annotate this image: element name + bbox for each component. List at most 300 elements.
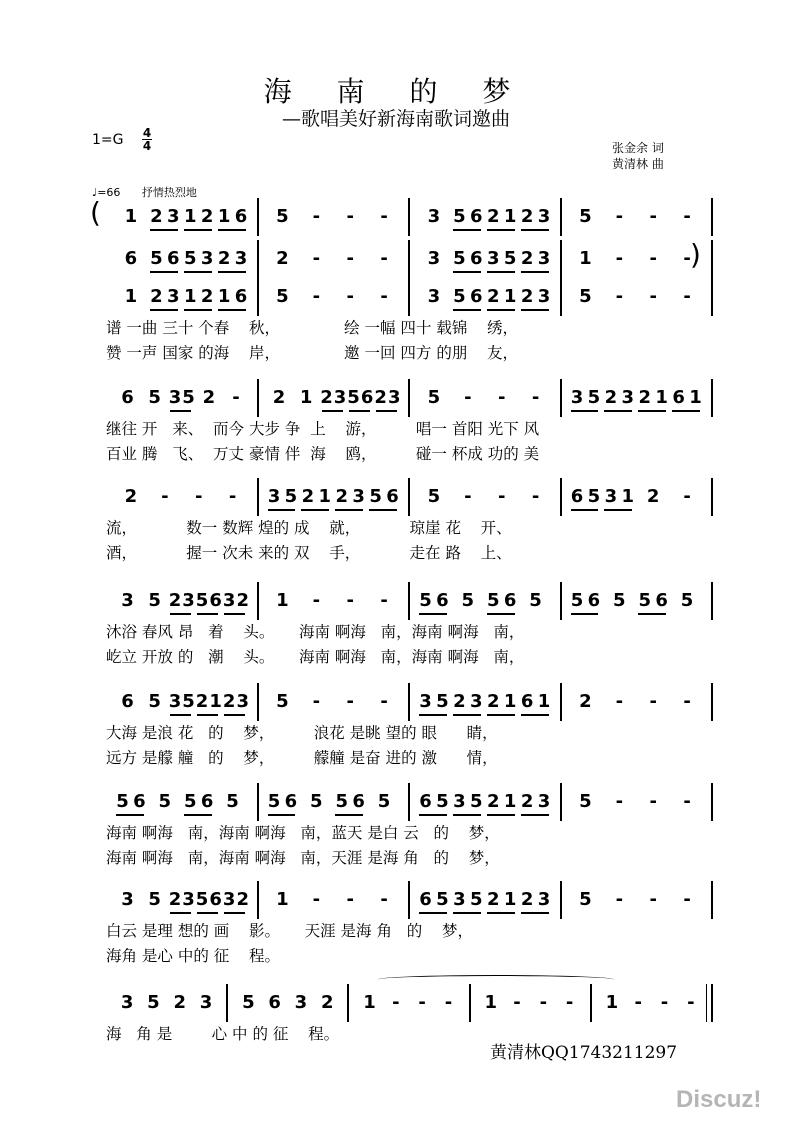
lyric-line: 海 角 是 心 中 的 征 程。: [106, 1025, 340, 1043]
underline-beam: [268, 814, 296, 816]
lyricist: 张金余 词: [612, 141, 664, 155]
note: 1: [503, 889, 517, 910]
note: 2: [150, 206, 163, 227]
note: 5: [150, 248, 163, 269]
note: 5: [267, 791, 281, 812]
note: 2: [486, 791, 500, 812]
dash-note: -: [346, 691, 354, 712]
note: 3: [427, 286, 441, 307]
underline-beam: [335, 509, 363, 511]
note: 2: [520, 248, 534, 269]
note: 2: [520, 206, 534, 227]
note: 5: [148, 889, 161, 910]
underline-beam: [521, 271, 549, 273]
note: 3: [199, 992, 213, 1013]
note: 2: [453, 691, 466, 712]
note: 6: [503, 590, 517, 611]
note: 3: [236, 691, 249, 712]
underline-beam: [521, 714, 549, 716]
note: 3: [604, 486, 618, 507]
note: 1: [621, 486, 635, 507]
dash-note: -: [346, 248, 354, 269]
subtitle: —歌唱美好新海南歌词邀曲: [281, 108, 510, 130]
note: 1: [209, 691, 222, 712]
note: 2: [320, 992, 334, 1013]
dash-note: -: [615, 691, 624, 712]
note: 1: [217, 286, 231, 307]
barline: [560, 379, 562, 417]
barline: [560, 198, 562, 236]
barline: [347, 984, 349, 1022]
note: 5: [486, 590, 500, 611]
note: 3: [453, 791, 466, 812]
note: 2: [301, 486, 315, 507]
note: 3: [427, 206, 441, 227]
barline: [408, 582, 410, 620]
barline: [469, 984, 471, 1022]
note: 1: [503, 286, 517, 307]
note: 5: [680, 590, 694, 611]
note: 5: [226, 791, 239, 812]
dash-note: -: [497, 486, 506, 507]
underline-beam: [419, 814, 447, 816]
note: 6: [419, 889, 432, 910]
underline-beam: [197, 613, 218, 615]
lyric-line: 继往 开 来、 而今 大步 争 上 游， 唱一 首阳 光下 风: [106, 420, 540, 438]
lyric-line: 赞 一声 国家 的海 岸， 邀 一回 四方 的朋 友，: [106, 344, 519, 362]
note: 5: [570, 590, 584, 611]
underline-beam: [487, 271, 515, 273]
underline-beam: [571, 509, 599, 511]
dash-note: -: [232, 387, 240, 408]
end-barline: [711, 881, 713, 919]
dash-note: -: [513, 992, 521, 1013]
dash-note: -: [312, 286, 321, 307]
note: 3: [333, 387, 347, 408]
underline-beam: [184, 309, 212, 311]
note: 5: [436, 691, 449, 712]
note: 3: [453, 889, 466, 910]
note: 5: [579, 791, 592, 812]
signature: 黄清林QQ1743211297: [490, 1043, 678, 1063]
expression-mark: 抒情热烈地: [141, 186, 197, 199]
note: 3: [294, 992, 308, 1013]
final-barline: [706, 984, 707, 1022]
note: 3: [168, 691, 182, 712]
end-barline: [711, 984, 713, 1022]
dash-note: -: [531, 486, 540, 507]
end-barline: [711, 379, 713, 417]
note: 3: [121, 590, 134, 611]
dash-note: -: [346, 206, 354, 227]
note: 1: [299, 387, 313, 408]
note: 3: [352, 486, 365, 507]
note: 1: [689, 387, 702, 408]
note: 2: [173, 992, 187, 1013]
underline-beam: [349, 410, 370, 412]
dash-note: -: [660, 992, 669, 1013]
note: 3: [182, 590, 195, 611]
underline-beam: [521, 814, 549, 816]
note: 2: [604, 387, 618, 408]
dash-note: -: [312, 691, 321, 712]
dash-note: -: [683, 286, 691, 307]
barline: [257, 582, 259, 620]
barline: [408, 881, 410, 919]
note: 6: [133, 791, 146, 812]
barline: [560, 783, 562, 821]
dash-note: -: [444, 992, 453, 1013]
end-barline: [711, 478, 713, 516]
note: 1: [276, 889, 289, 910]
note: 5: [276, 691, 289, 712]
note: 6: [268, 992, 281, 1013]
end-barline: [711, 582, 713, 620]
end-barline: [711, 683, 713, 721]
note: 6: [200, 791, 214, 812]
note: 3: [267, 486, 281, 507]
barline: [257, 198, 259, 236]
end-barline: [711, 198, 713, 236]
note: 5: [182, 691, 195, 712]
dash-note: -: [312, 590, 321, 611]
dash-note: -: [194, 486, 203, 507]
barline: [257, 881, 259, 919]
note: 5: [613, 590, 626, 611]
note: 3: [168, 387, 182, 408]
barline: [560, 582, 562, 620]
note: 2: [646, 486, 660, 507]
note: 2: [217, 248, 231, 269]
underline-beam: [453, 271, 481, 273]
dash-note: -: [464, 486, 472, 507]
note: 2: [520, 286, 534, 307]
note: 2: [202, 387, 216, 408]
underline-beam: [521, 229, 549, 231]
underline-beam: [218, 271, 246, 273]
underline-beam: [419, 714, 447, 716]
underline-beam: [150, 309, 178, 311]
note: 5: [503, 248, 517, 269]
barline: [257, 683, 259, 721]
note: 1: [124, 206, 138, 227]
note: 5: [158, 791, 172, 812]
note: 5: [182, 387, 195, 408]
dash-note: -: [615, 286, 624, 307]
underline-beam: [487, 912, 515, 914]
note: 3: [222, 590, 236, 611]
dash-note: -: [615, 791, 624, 812]
note: 6: [234, 206, 248, 227]
meter-top: 4: [142, 126, 152, 140]
note: 6: [209, 590, 222, 611]
dash-note: -: [539, 992, 548, 1013]
note: 1: [276, 590, 289, 611]
note: 3: [537, 206, 551, 227]
lyric-line: 白云 是理 想的 画 影。 天涯 是海 角 的 梦，: [106, 922, 473, 940]
note: 6: [520, 691, 534, 712]
note: 2: [272, 387, 286, 408]
dash-note: -: [649, 691, 657, 712]
lyric-line: 大海 是浪 花 的 梦， 浪花 是眺 望的 眼 睛，: [106, 724, 498, 742]
barline: [257, 278, 259, 316]
underline-beam: [453, 814, 481, 816]
lyric-line: 百业 腾 飞、 万丈 豪情 伴 海 鸥， 碰一 杯成 功的 美: [106, 445, 540, 463]
note: 2: [579, 691, 592, 712]
dash-note: -: [380, 286, 388, 307]
underline-beam: [376, 410, 397, 412]
credits: [612, 140, 664, 172]
underline-beam: [184, 271, 212, 273]
dash-note: -: [683, 889, 691, 910]
note: 2: [236, 889, 249, 910]
note: 2: [168, 590, 182, 611]
note: 5: [183, 791, 197, 812]
dash-note: -: [418, 992, 426, 1013]
note: 5: [242, 992, 255, 1013]
note: 6: [209, 889, 222, 910]
underline-beam: [184, 229, 212, 231]
underline-beam: [335, 814, 363, 816]
note: 2: [486, 691, 500, 712]
dash-note: -: [683, 791, 691, 812]
note: 3: [537, 791, 551, 812]
underline-beam: [170, 714, 191, 716]
underline-beam: [369, 509, 397, 511]
underline-beam: [150, 229, 178, 231]
note: 5: [529, 590, 542, 611]
barline: [560, 881, 562, 919]
underline-beam: [224, 912, 245, 914]
note: 6: [570, 486, 584, 507]
note: 3: [222, 889, 236, 910]
note: 3: [537, 286, 551, 307]
note: 1: [503, 206, 517, 227]
lyric-line: 谱 一曲 三十 个春 秋， 绘 一幅 四十 载锦 绣，: [106, 319, 519, 337]
note: 5: [148, 691, 161, 712]
dash-note: -: [346, 889, 354, 910]
tempo-marking: [92, 184, 197, 200]
note: 2: [124, 486, 138, 507]
lyric-line: 屹立 开放 的 潮 头。 海南 啊海 南，海南 啊海 南，: [106, 648, 525, 666]
underline-beam: [224, 613, 245, 615]
underline-beam: [218, 229, 246, 231]
underline-beam: [521, 912, 549, 914]
dash-note: -: [687, 992, 695, 1013]
dash-note: -: [346, 286, 354, 307]
underline-beam: [453, 912, 481, 914]
dash-note: -: [683, 486, 691, 507]
note: 5: [579, 206, 592, 227]
note: 5: [587, 486, 601, 507]
note: 3: [621, 387, 635, 408]
underline-beam: [322, 410, 343, 412]
underline-beam: [453, 229, 481, 231]
dash-note: -: [615, 248, 624, 269]
note: 3: [470, 691, 483, 712]
note: 5: [470, 791, 483, 812]
barline: [560, 278, 562, 316]
barline: [257, 783, 259, 821]
dash-note: -: [565, 992, 574, 1013]
note: 1: [605, 992, 619, 1013]
dash-note: -: [649, 889, 657, 910]
dash-note: -: [228, 486, 237, 507]
barline: [408, 240, 410, 278]
note: 3: [419, 691, 432, 712]
barline: [257, 478, 259, 516]
note: 5: [461, 590, 475, 611]
note: 5: [183, 248, 197, 269]
note: 6: [234, 286, 248, 307]
lyric-line: 海南 啊海 南，海南 啊海 南，蓝天 是白 云 的 梦，: [106, 824, 500, 842]
note: 3: [167, 286, 180, 307]
underline-beam: [638, 613, 666, 615]
repeat-parenthesis: (: [90, 196, 101, 229]
underline-beam: [672, 410, 700, 412]
note: 2: [520, 791, 534, 812]
note: 5: [116, 791, 129, 812]
meter-bottom: 4: [142, 139, 152, 153]
barline: [560, 478, 562, 516]
note: 6: [121, 691, 134, 712]
note: 5: [310, 791, 323, 812]
underline-beam: [419, 613, 447, 615]
note: 1: [655, 387, 668, 408]
note: 5: [419, 590, 432, 611]
key-signature: 1=G: [92, 132, 124, 148]
note: 3: [537, 889, 551, 910]
dash-note: -: [380, 590, 388, 611]
barline: [408, 683, 410, 721]
note: 2: [520, 889, 534, 910]
note: 5: [453, 206, 466, 227]
underline-beam: [224, 714, 245, 716]
underline-beam: [197, 912, 218, 914]
dash-note: -: [380, 248, 388, 269]
note: 2: [374, 387, 387, 408]
note: 1: [363, 992, 376, 1013]
note: 5: [587, 387, 601, 408]
dash-note: -: [531, 387, 540, 408]
note: 5: [276, 286, 289, 307]
underline-beam: [487, 309, 515, 311]
note: 1: [124, 286, 138, 307]
time-signature: [142, 127, 152, 152]
dash-note: -: [380, 889, 388, 910]
dash-note: -: [392, 992, 400, 1013]
note: 1: [183, 206, 197, 227]
note: 1: [484, 992, 498, 1013]
dash-note: -: [312, 206, 321, 227]
underline-beam: [116, 814, 144, 816]
underline-beam: [487, 229, 515, 231]
note: 1: [183, 286, 197, 307]
note: 5: [377, 791, 391, 812]
barline: [408, 379, 410, 417]
note: 5: [427, 387, 441, 408]
note: 1: [503, 791, 517, 812]
barline: [257, 379, 259, 417]
note: 3: [486, 248, 500, 269]
note: 6: [436, 590, 449, 611]
note: 3: [200, 248, 214, 269]
note: 2: [195, 691, 209, 712]
underline-beam: [301, 509, 329, 511]
note: 2: [486, 206, 500, 227]
note: 5: [638, 590, 651, 611]
barline: [560, 683, 562, 721]
note: 2: [200, 206, 214, 227]
note: 3: [570, 387, 584, 408]
note: 5: [335, 791, 348, 812]
note: 5: [369, 486, 382, 507]
tempo-mark: ♩=66: [92, 186, 121, 199]
underline-beam: [487, 613, 515, 615]
tie-arc: [378, 975, 614, 984]
underline-beam: [453, 714, 481, 716]
note: 5: [195, 590, 209, 611]
underline-beam: [150, 271, 178, 273]
note: 1: [318, 486, 332, 507]
note: 3: [121, 889, 134, 910]
lyric-line: 海角 是心 中的 征 程。: [106, 947, 280, 965]
underline-beam: [487, 814, 515, 816]
note: 5: [453, 286, 466, 307]
underline-beam: [184, 814, 212, 816]
note: 1: [503, 691, 517, 712]
dash-note: -: [634, 992, 642, 1013]
note: 6: [672, 387, 685, 408]
dash-note: -: [615, 206, 624, 227]
note: 5: [148, 387, 161, 408]
note: 5: [147, 992, 160, 1013]
underline-beam: [571, 613, 599, 615]
end-barline: [711, 278, 713, 316]
note: 5: [470, 889, 483, 910]
underline-beam: [604, 410, 632, 412]
note: 6: [470, 206, 483, 227]
underline-beam: [487, 714, 515, 716]
note: 6: [655, 590, 668, 611]
lyric-line: 酒， 握一 次未 来的 双 手， 走在 路 上、: [106, 544, 512, 562]
note: 3: [387, 387, 401, 408]
note: 3: [167, 206, 180, 227]
note: 6: [284, 791, 298, 812]
dash-note: -: [649, 206, 657, 227]
note: 5: [579, 286, 592, 307]
dash-note: -: [161, 486, 169, 507]
lyric-line: 流， 数一 数辉 煌的 成 就， 琼崖 花 开、: [106, 519, 512, 537]
dash-note: -: [649, 286, 657, 307]
dash-note: -: [497, 387, 506, 408]
end-barline: [711, 240, 713, 278]
note: 6: [470, 286, 483, 307]
underline-beam: [170, 912, 191, 914]
note: 2: [236, 590, 249, 611]
barline: [257, 240, 259, 278]
watermark: Discuz!: [676, 1086, 762, 1113]
dash-note: -: [683, 206, 691, 227]
note: 5: [453, 248, 466, 269]
lyric-line: 沐浴 春风 昂 着 头。 海南 啊海 南，海南 啊海 南，: [106, 623, 525, 641]
lyric-line: 远方 是艨 艟 的 梦， 艨艟 是奋 进的 激 情，: [106, 749, 498, 767]
dash-note: -: [346, 590, 354, 611]
note: 2: [150, 286, 163, 307]
note: 2: [276, 248, 289, 269]
note: 5: [276, 206, 289, 227]
note: 5: [148, 590, 161, 611]
